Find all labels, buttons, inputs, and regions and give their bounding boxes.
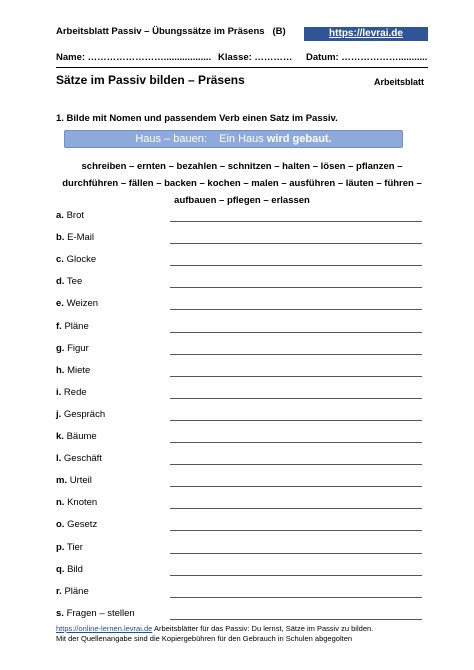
answer-line[interactable] xyxy=(170,619,422,620)
answer-line[interactable] xyxy=(170,243,422,244)
exercise-list xyxy=(0,206,474,619)
exercise-noun: Miete xyxy=(67,364,91,376)
exercise-noun: Geschäft xyxy=(63,453,102,465)
answer-line[interactable] xyxy=(170,420,422,421)
exercise-letter: s. xyxy=(56,607,64,619)
exercise-label xyxy=(56,365,90,376)
exercise-letter: b. xyxy=(56,232,65,244)
answer-line[interactable] xyxy=(170,309,422,310)
exercise-letter: d. xyxy=(56,276,65,288)
exercise-letter: n. xyxy=(56,497,65,509)
exercise-item xyxy=(56,497,428,517)
example-sentence-bold: wird gebaut. xyxy=(266,133,332,145)
example-prefix: Haus – bauen: xyxy=(135,133,207,145)
exercise-item xyxy=(56,564,428,584)
exercise-noun: E-Mail xyxy=(67,232,95,244)
exercise-item xyxy=(56,210,428,230)
exercise-item xyxy=(56,542,428,562)
exercise-label xyxy=(56,409,105,420)
exercise-item xyxy=(56,276,428,296)
verb-list-line-3: aufbauen – pflegen – erlassen xyxy=(174,195,310,206)
answer-line[interactable] xyxy=(170,332,422,333)
example-banner xyxy=(64,130,403,148)
answer-line[interactable] xyxy=(170,553,422,554)
exercise-label xyxy=(56,210,84,221)
exercise-letter: i. xyxy=(56,386,62,398)
exercise-item xyxy=(56,586,428,606)
exercise-letter: m. xyxy=(56,475,68,487)
exercise-letter: k. xyxy=(56,431,64,442)
answer-line[interactable] xyxy=(170,287,422,288)
exercise-item xyxy=(56,232,428,252)
exercise-noun: Bild xyxy=(67,563,83,575)
exercise-noun: Tier xyxy=(66,541,83,553)
exercise-letter: g. xyxy=(56,342,65,354)
exercise-label xyxy=(56,608,135,619)
worksheet-title xyxy=(56,26,286,37)
exercise-letter: j. xyxy=(56,408,62,420)
header-divider xyxy=(56,67,428,68)
exercise-item xyxy=(56,298,428,318)
exercise-item xyxy=(56,365,428,385)
answer-line[interactable] xyxy=(170,265,422,266)
exercise-noun: Rede xyxy=(63,386,87,398)
task-instruction: 1. Bilde mit Nomen und passendem Verb einen Satz im Passiv. xyxy=(56,113,338,124)
exercise-noun: Brot xyxy=(66,210,85,221)
exercise-label xyxy=(56,343,89,354)
exercise-label xyxy=(56,564,83,575)
footer-text-2: Mit der Quellenangabe sind die Kopiergebühren für den Gebrauch in Schulen abgegolten xyxy=(56,634,353,643)
exercise-item xyxy=(56,475,428,495)
exercise-label xyxy=(56,232,94,243)
exercise-noun: Knoten xyxy=(67,497,98,509)
exercise-label xyxy=(56,453,102,464)
footer-link[interactable]: https://online-lernen.levrai.de xyxy=(56,624,153,633)
exercise-item xyxy=(56,431,428,451)
exercise-letter: f. xyxy=(56,320,62,332)
worksheet-version: (B) xyxy=(272,26,286,37)
example-sentence-start: Ein Haus xyxy=(219,133,264,145)
exercise-noun: Fragen – stellen xyxy=(66,607,135,619)
verb-list-line-2: durchführen – fällen – backen – kochen – malen – ausführen – läuten – führen – xyxy=(62,178,422,189)
exercise-noun: Figur xyxy=(67,342,89,354)
exercise-noun: Bäume xyxy=(66,431,97,442)
exercise-noun: Weizen xyxy=(66,298,99,310)
exercise-item xyxy=(56,453,428,473)
exercise-item xyxy=(56,519,428,539)
exercise-letter: h. xyxy=(56,364,65,376)
exercise-label xyxy=(56,497,97,508)
exercise-noun: Pläne xyxy=(64,585,89,597)
datum-field: Datum: ………………........... xyxy=(306,52,428,63)
exercise-letter: e. xyxy=(56,298,64,310)
exercise-label xyxy=(56,475,92,486)
exercise-noun: Pläne xyxy=(64,320,89,332)
answer-line[interactable] xyxy=(170,442,422,443)
name-field: Name: …………………….................. xyxy=(56,52,212,63)
exercise-item xyxy=(56,409,428,429)
exercise-letter: r. xyxy=(56,585,62,597)
exercise-item xyxy=(56,321,428,341)
exercise-letter: p. xyxy=(56,541,65,553)
exercise-label xyxy=(56,276,82,287)
footer xyxy=(56,624,373,644)
exercise-label xyxy=(56,321,89,332)
page-heading: Sätze im Passiv bilden – Präsens xyxy=(56,73,245,87)
verb-list-line-1: schreiben – ernten – bezahlen – schnitzen – halten – lösen – pflanzen – xyxy=(81,161,403,172)
exercise-letter: c. xyxy=(56,254,64,266)
answer-line[interactable] xyxy=(170,486,422,487)
answer-line[interactable] xyxy=(170,376,422,377)
sheet-label: Arbeitsblatt xyxy=(374,77,425,87)
exercise-item xyxy=(56,387,428,407)
exercise-label xyxy=(56,519,97,530)
exercise-label xyxy=(56,542,83,553)
answer-line[interactable] xyxy=(170,221,422,222)
answer-line[interactable] xyxy=(170,597,422,598)
exercise-letter: o. xyxy=(56,519,65,531)
exercise-noun: Gespräch xyxy=(63,408,106,420)
exercise-label xyxy=(56,254,96,265)
exercise-label xyxy=(56,298,98,309)
exercise-noun: Gesetz xyxy=(67,519,98,531)
exercise-noun: Urteil xyxy=(69,475,92,487)
exercise-label xyxy=(56,387,87,398)
answer-line[interactable] xyxy=(170,530,422,531)
answer-line[interactable] xyxy=(170,508,422,509)
answer-line[interactable] xyxy=(170,354,422,355)
answer-line[interactable] xyxy=(170,575,422,576)
answer-line[interactable] xyxy=(170,464,422,465)
exercise-letter: q. xyxy=(56,563,65,575)
exercise-label xyxy=(56,586,89,597)
exercise-item xyxy=(56,254,428,274)
exercise-letter: a. xyxy=(56,210,64,221)
klasse-field: Klasse: ………… xyxy=(218,52,293,63)
exercise-label xyxy=(56,431,97,442)
exercise-letter: l. xyxy=(56,453,62,465)
footer-text-1: Arbeitsblätter für das Passiv: Du lernst, Sätze im Passiv zu bilden. xyxy=(152,624,374,633)
exercise-noun: Tee xyxy=(66,276,83,288)
worksheet-title-text: Arbeitsblatt Passiv – Übungssätze im Präsens xyxy=(56,26,265,37)
answer-line[interactable] xyxy=(170,398,422,399)
website-link[interactable]: https://levrai.de xyxy=(304,27,428,41)
exercise-item xyxy=(56,343,428,363)
exercise-noun: Glocke xyxy=(66,254,97,266)
